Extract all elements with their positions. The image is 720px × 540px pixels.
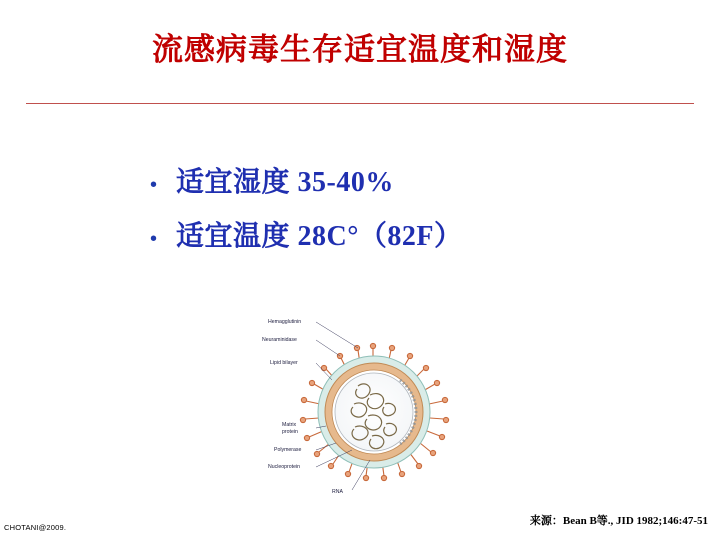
title-divider: [26, 103, 694, 104]
list-item: [150, 160, 670, 200]
influenza-virus-diagram: [240, 300, 500, 505]
list-item: [150, 214, 670, 254]
diagram-label: Hemagglutinin: [268, 319, 302, 325]
diagram-label: Nucleoprotein: [268, 464, 301, 470]
diagram-label: Neuraminidase: [262, 337, 297, 343]
bullet-list: [150, 160, 670, 268]
diagram-label: Lipid bilayer: [270, 360, 298, 366]
diagram-label: RNA: [332, 489, 343, 495]
credit-text: CHOTANI@2009.: [4, 523, 67, 532]
bullet-marker-icon: •: [150, 228, 158, 250]
bullet-text: 适宜湿度 35-40%: [176, 167, 394, 198]
page-title: 流感病毒生存适宜温度和湿度: [152, 32, 568, 67]
bullet-marker-icon: •: [150, 174, 158, 196]
bullet-text: 适宜温度 28C°（82F）: [176, 221, 463, 252]
diagram-label: Polymerase: [274, 447, 302, 453]
source-citation: 来源：Bean B等., JID 1982;146:47-51: [529, 515, 708, 527]
diagram-label: Matrix: [282, 422, 297, 428]
diagram-label: protein: [282, 429, 298, 435]
